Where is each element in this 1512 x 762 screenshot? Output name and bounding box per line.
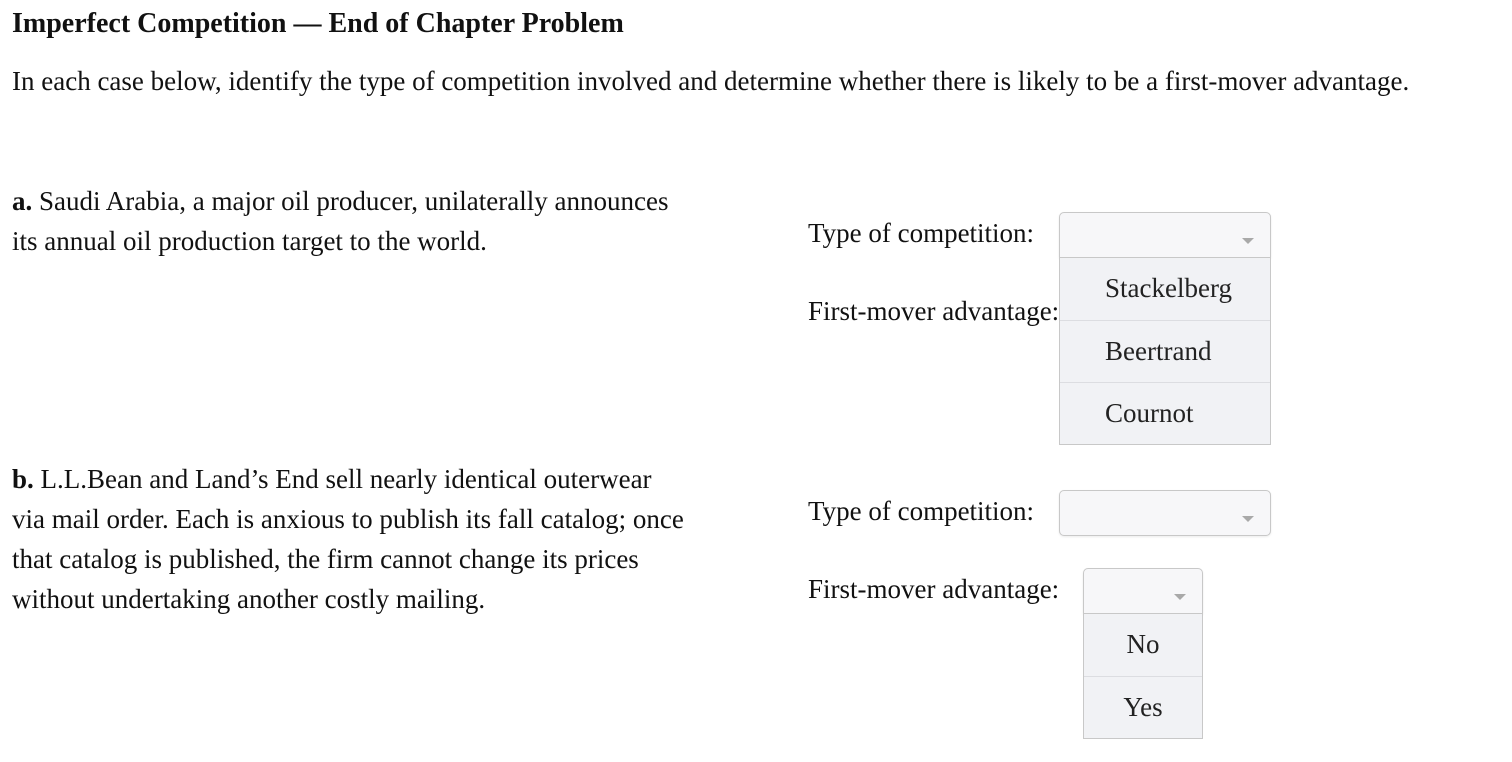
chevron-down-icon: [1174, 594, 1186, 600]
question-b-fma-label: First-mover advantage:: [808, 574, 1060, 604]
question-b-letter: b.: [12, 464, 34, 494]
question-a-fma-label: First-mover advantage:: [808, 296, 1060, 326]
question-b-line-3: that catalog is published, the firm cannot change its prices: [12, 544, 639, 574]
chevron-down-icon: [1242, 516, 1254, 522]
instructions: In each case below, identify the type of competition involved and determine whether there is likely to be a first-mover advantage.: [12, 66, 1410, 96]
chevron-down-icon: [1242, 238, 1254, 244]
question-a-type-label: Type of competition:: [808, 218, 1035, 248]
question-b-type-label: Type of competition:: [808, 496, 1035, 526]
question-a-text: [12, 181, 668, 261]
option-bertrand[interactable]: Beertrand: [1060, 320, 1270, 382]
option-stackelberg[interactable]: Stackelberg: [1105, 273, 1232, 303]
question-b-fma-menu: [1083, 614, 1203, 739]
option-cournot[interactable]: Cournot: [1060, 382, 1270, 444]
option-yes[interactable]: Yes: [1084, 676, 1202, 738]
question-a-letter: a.: [12, 186, 33, 216]
question-a-line-2: its annual oil production target to the world.: [12, 226, 487, 256]
question-a-type-menu: [1059, 258, 1271, 445]
question-b-line-4: without undertaking another costly mailing.: [12, 584, 486, 614]
question-b-line-2: via mail order. Each is anxious to publish its fall catalog; once: [12, 504, 684, 534]
question-a-line-1: a. Saudi Arabia, a major oil producer, unilaterally announces: [12, 186, 669, 216]
option-no[interactable]: No: [1126, 629, 1160, 659]
question-a-type-select[interactable]: [1059, 212, 1271, 258]
page-title: Imperfect Competition — End of Chapter Problem: [12, 8, 624, 39]
question-b-fma-select[interactable]: [1083, 568, 1203, 614]
question-b-line-1: b. L.L.Bean and Land’s End sell nearly identical outerwear: [12, 464, 652, 494]
question-b-type-select[interactable]: [1059, 490, 1271, 536]
question-b-text: [12, 459, 684, 619]
